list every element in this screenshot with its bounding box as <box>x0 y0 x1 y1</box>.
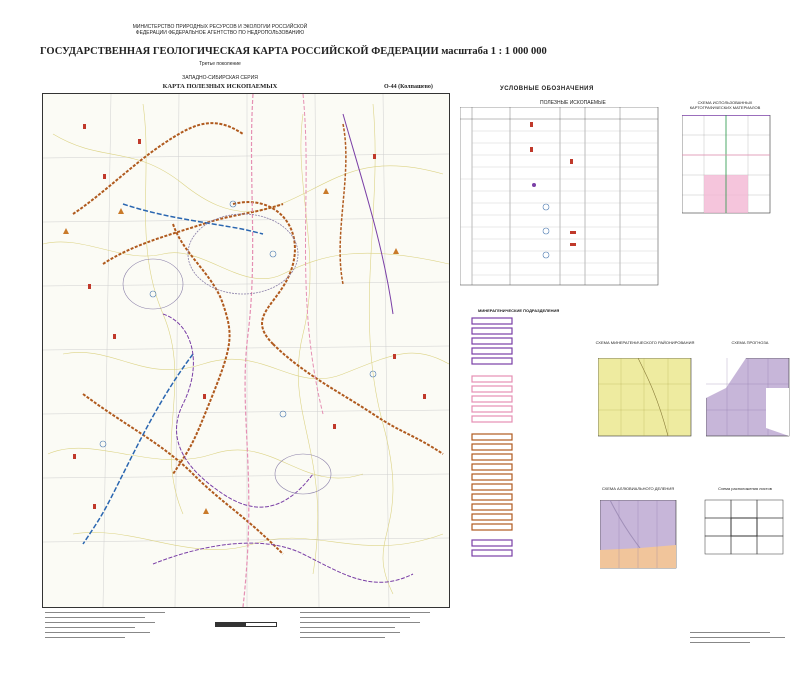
inset-materials <box>682 115 772 215</box>
footer-notes-copyright <box>690 630 790 650</box>
map-title: ГОСУДАРСТВЕННАЯ ГЕОЛОГИЧЕСКАЯ КАРТА РОССИЙСКОЙ ФЕДЕРАЦИИ масштаба 1 : 1 000 000 <box>40 46 547 57</box>
inset-sheets <box>703 498 788 558</box>
legend-subtitle: ПОЛЕЗНЫЕ ИСКОПАЕМЫЕ <box>540 100 606 106</box>
inset-materials-title: СХЕМА ИСПОЛЬЗОВАННЫХ КАРТОГРАФИЧЕСКИХ МАТЕРИАЛОВ <box>689 100 761 110</box>
inset-purple <box>706 358 791 438</box>
inset-alluvial <box>600 500 678 570</box>
sheet-label: О-44 (Колпашево) <box>384 84 433 90</box>
generation-text: Третье поколение <box>199 61 241 67</box>
minerageny-legend <box>470 316 560 566</box>
footer-notes-right <box>300 610 460 650</box>
scale-bar <box>215 622 277 627</box>
main-map[interactable] <box>42 93 450 608</box>
legend-table <box>460 107 660 287</box>
inset-purple-title: СХЕМА ПРОГНОЗА <box>731 340 769 345</box>
minerageny-title: МИНЕРАГЕНИЧЕСКИЕ ПОДРАЗДЕЛЕНИЯ <box>478 308 560 313</box>
inset-yellow <box>598 358 693 438</box>
legend-title: УСЛОВНЫЕ ОБОЗНАЧЕНИЯ <box>500 86 594 92</box>
footer-notes-left <box>45 610 215 650</box>
ministry-text: МИНИСТЕРСТВО ПРИРОДНЫХ РЕСУРСОВ И ЭКОЛОГИИ РОССИЙСКОЙ ФЕДЕРАЦИИ ФЕДЕРАЛЬНОЕ АГЕНТСТВО ПО НЕДРОПОЛЬЗОВАНИЮ <box>132 24 308 36</box>
inset-alluvial-title: СХЕМА АЛЛЮВИАЛЬНОГО ДЕЛЕНИЯ <box>601 486 675 491</box>
inset-sheets-title: Схема расположения листов <box>718 486 772 491</box>
map-canvas <box>43 94 449 607</box>
series-text: ЗАПАДНО-СИБИРСКАЯ СЕРИЯ <box>182 75 258 81</box>
map-name: КАРТА ПОЛЕЗНЫХ ИСКОПАЕМЫХ <box>162 83 278 90</box>
inset-yellow-title: СХЕМА МИНЕРАГЕНИЧЕСКОГО РАЙОНИРОВАНИЯ <box>595 340 695 345</box>
